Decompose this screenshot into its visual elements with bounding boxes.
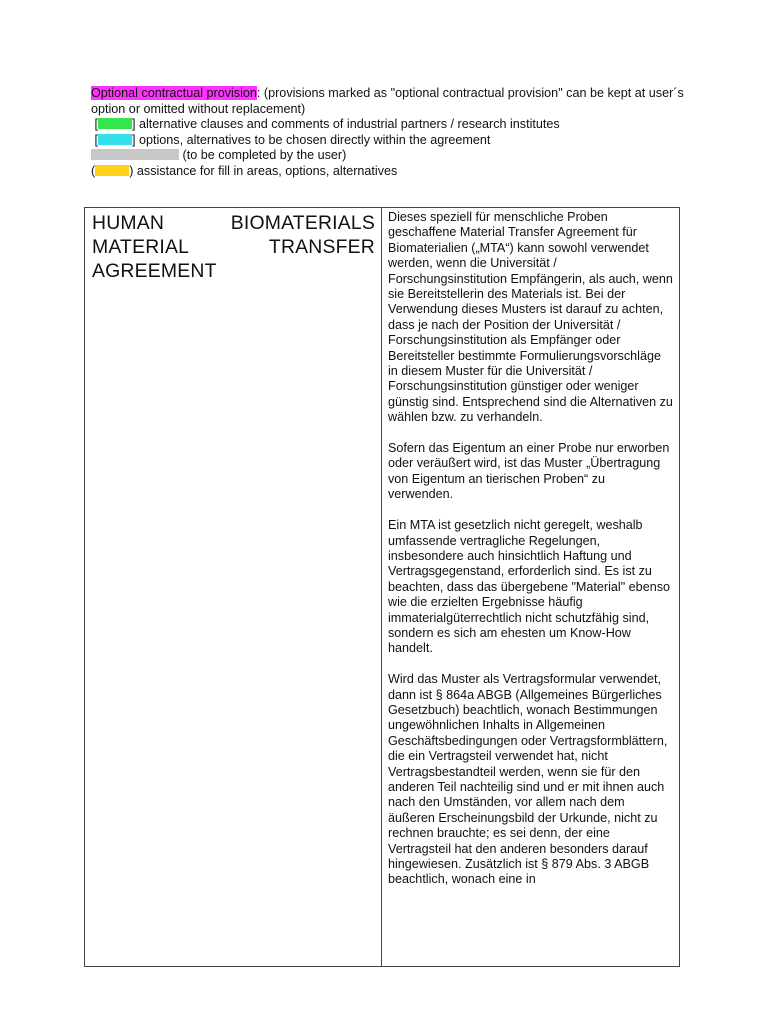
notes-cell [382, 208, 680, 967]
green-swatch [98, 118, 132, 129]
agreement-table [84, 207, 680, 967]
yellow-swatch [95, 165, 129, 176]
agreement-row [85, 208, 680, 967]
notes-paragraph-2: Sofern das Eigentum an einer Probe nur erworben oder veräußert wird, ist das Muster „Übertragung von Eigentum an tierischen Proben“ zu verwenden. [388, 441, 670, 502]
green-legend-text: ] alternative clauses and comments of industrial partners / research institutes [132, 117, 560, 131]
title-cell [85, 208, 382, 967]
cyan-legend-text: ] options, alternatives to be chosen directly within the agreement [132, 132, 491, 147]
bracket-open: [ [94, 117, 98, 131]
notes-paragraph-3: Ein MTA ist gesetzlich nicht geregelt, weshalb umfassende vertragliche Regelungen, insbesondere auch hinsichtlich Haftung und Vertragsgegenstand, erforderlich sind. Es ist zu beachten, dass das übergebene "Material" ebenso wie die erzielten Ergebnisse häufig immaterialgüterrechtlich nicht schutzfähig sind, sondern es sich am ehesten um Know-How handelt. [388, 518, 671, 656]
optional-provision-highlight: Optional contractual provision [91, 86, 257, 100]
title-line-1: HUMAN BIOMATERIALS [92, 212, 375, 234]
gray-swatch [91, 149, 179, 160]
cyan-swatch [98, 134, 132, 145]
optional-provision-text: : (provisions marked as "optional contractual provision" can be kept at user´s option or omitted without replacement) [91, 86, 684, 116]
agreement-title [92, 211, 375, 283]
paren-open: ( [91, 163, 96, 178]
title-line-2: MATERIAL TRANSFER [92, 236, 375, 258]
legend-yellow-line [91, 164, 691, 180]
legend-green-line [91, 117, 691, 133]
title-line-3: AGREEMENT [92, 260, 217, 282]
legend-cyan-line [91, 133, 691, 149]
bracket-open: [ [94, 132, 98, 147]
legend-gray-line [91, 148, 691, 164]
notes-text [388, 210, 673, 888]
legend [91, 86, 691, 179]
gray-legend-text: (to be completed by the user) [179, 148, 347, 162]
notes-paragraph-4: Wird das Muster als Vertragsformular verwendet, dann ist § 864a ABGB (Allgemeines Bürgerliches Gesetzbuch) beachtlich, wonach Bestimmungen ungewöhnlichen Inhalts in Allgemeinen Geschäftsbedingungen oder Vertragsformblättern, die ein Vertragsteil verwendet hat, nicht Vertragsbestandteil werden, wenn sie für den anderen Teil nachteilig sind und er mit ihnen auch nach den Umständen, vor allem nach dem äußeren Erscheinungsbild der Urkunde, nicht zu rechnen brauchte; es sei denn, der eine Vertragsteil hat den anderen besonders darauf hingewiesen. Zusätzlich ist § 879 Abs. 3 ABGB beachtlich, wonach eine in [388, 672, 668, 887]
legend-optional-line [91, 86, 691, 117]
yellow-legend-text: ) assistance for fill in areas, options, alternatives [129, 163, 398, 178]
notes-paragraph-1: Dieses speziell für menschliche Proben geschaffene Material Transfer Agreement für Biomaterialien („MTA“) kann sowohl verwendet werden, wenn die Universität / Forschungsinstitution Empfängerin, als auch, wenn sie Bereitstellerin des Materials ist. Bei der Verwendung dieses Musters ist darauf zu achten, dass je nach der Position der Universität / Forschungsinstitution als Empfänger oder Bereitsteller bestimmte Formulierungsvorschläge in diesem Muster für die Universität / Forschungsinstitution günstiger oder weniger günstig sind. Entsprechend sind die Alternativen zu wählen bzw. zu verhandeln. [388, 210, 673, 425]
